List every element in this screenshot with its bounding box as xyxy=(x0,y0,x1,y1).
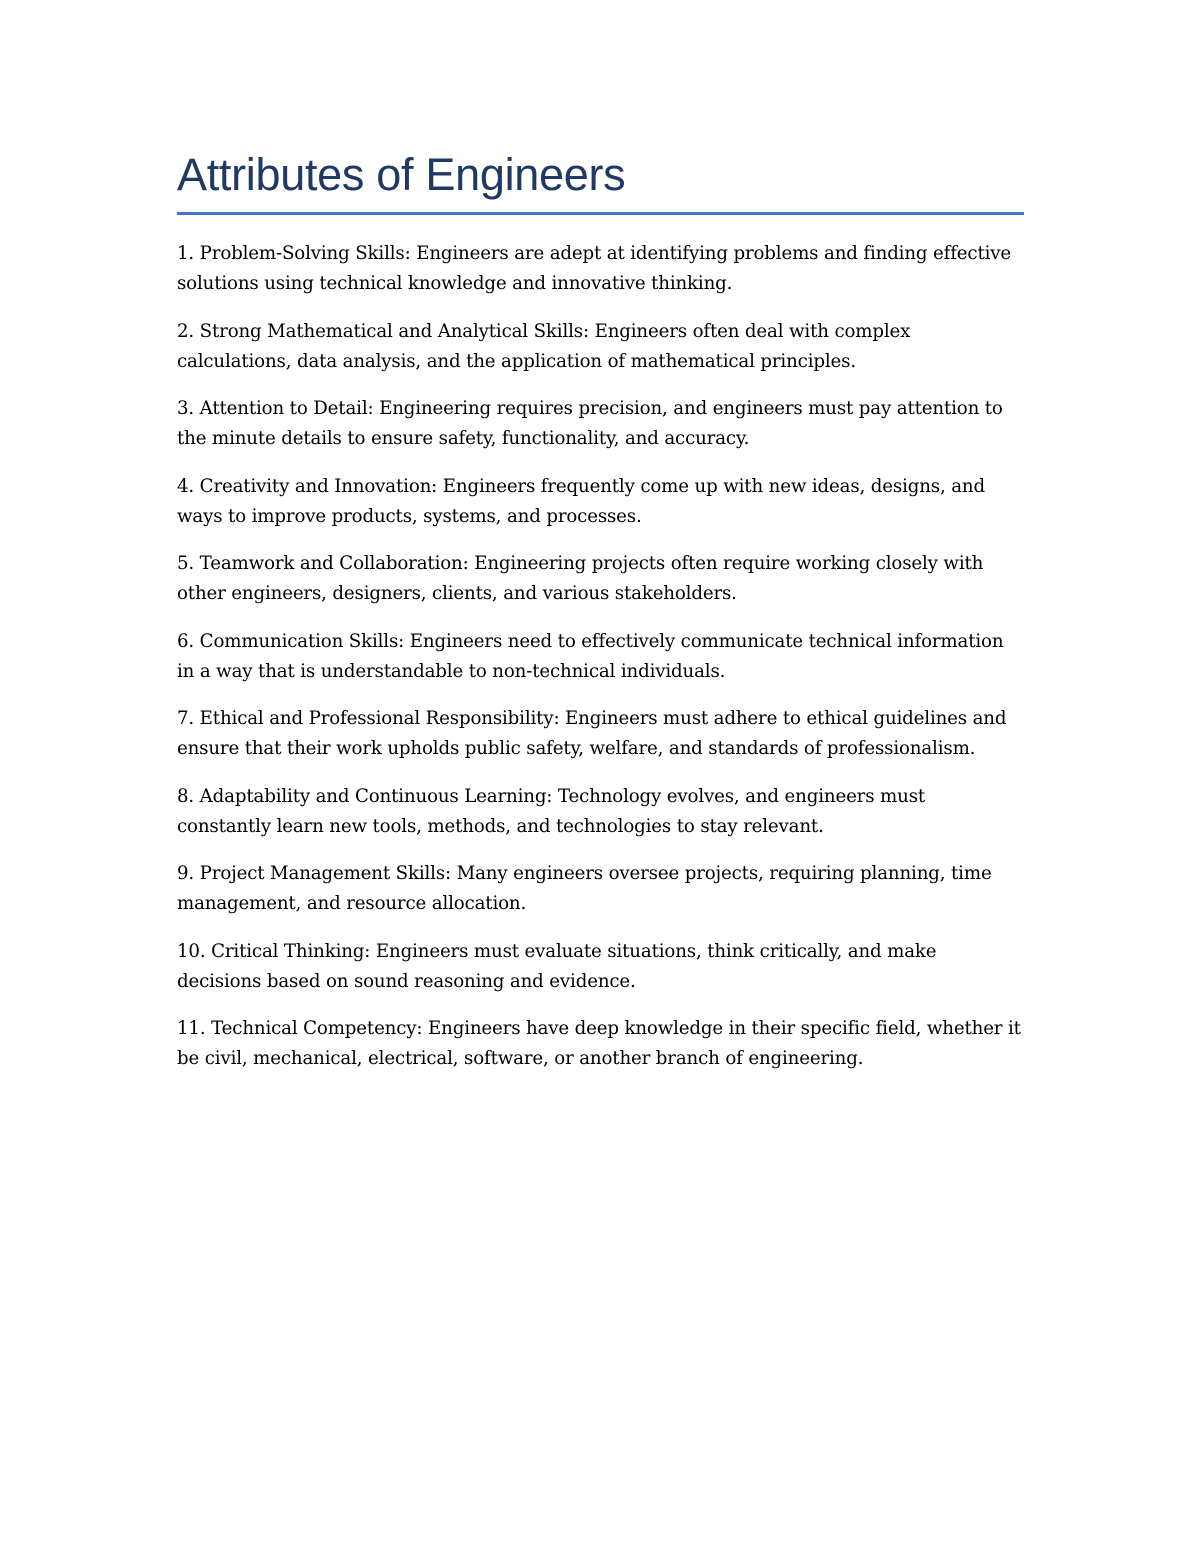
list-item: 8. Adaptability and Continuous Learning: Technology evolves, and engineers must constantly learn new tools, methods, and technologies to stay relevant. xyxy=(177,785,926,837)
list-item: 3. Attention to Detail: Engineering requires precision, and engineers must pay attention to the minute details to ensure safety, functionality, and accuracy. xyxy=(177,398,1003,449)
list-item: 7. Ethical and Professional Responsibility: Engineers must adhere to ethical guidelines and ensure that their work upholds public safety, welfare, and standards of professionalism. xyxy=(177,708,1007,759)
list-item: 6. Communication Skills: Engineers need to effectively communicate technical information in a way that is understandable to non-technical individuals. xyxy=(177,630,1004,682)
list-item: 5. Teamwork and Collaboration: Engineering projects often require working closely with other engineers, designers, clients, and various stakeholders. xyxy=(177,553,984,604)
list-item: 2. Strong Mathematical and Analytical Skills: Engineers often deal with complex calculations, data analysis, and the application of mathematical principles. xyxy=(177,320,911,372)
title-underline-rule xyxy=(177,212,1024,215)
list-item: 1. Problem-Solving Skills: Engineers are adept at identifying problems and finding effective solutions using technical knowledge and innovative thinking. xyxy=(177,243,1012,294)
list-item: 10. Critical Thinking: Engineers must evaluate situations, think critically, and make decisions based on sound reasoning and evidence. xyxy=(177,940,937,992)
attribute-list xyxy=(177,239,1024,1074)
document-body xyxy=(177,146,1024,1092)
document-title: Attributes of Engineers xyxy=(177,149,626,200)
list-item: 9. Project Management Skills: Many engineers oversee projects, requiring planning, time management, and resource allocation. xyxy=(177,863,992,914)
list-item: 4. Creativity and Innovation: Engineers frequently come up with new ideas, designs, and ways to improve products, systems, and processes. xyxy=(177,475,985,527)
list-item: 11. Technical Competency: Engineers have deep knowledge in their specific field, whether it be civil, mechanical, electrical, software, or another branch of engineering. xyxy=(177,1018,1021,1069)
